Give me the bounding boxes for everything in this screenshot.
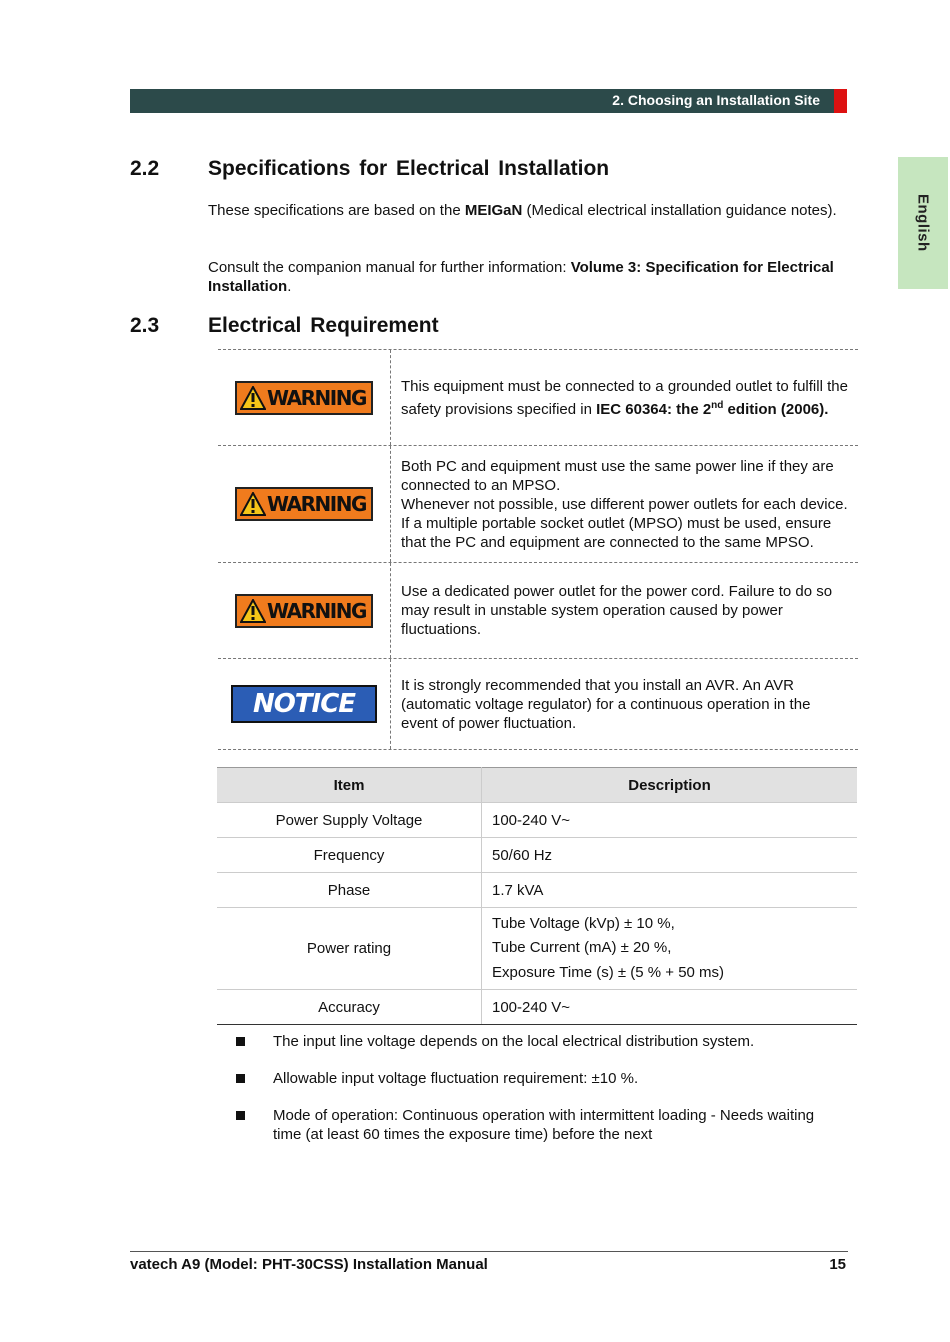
text: It is strongly recommended that you install an AVR. An AVR (automatic voltage regulator) for a continuous operation in the event of power fluctuation. [401,676,811,732]
requirement-text [391,563,858,658]
requirement-row [218,658,858,750]
table-header-row [217,768,857,803]
warning-label: WARNING [267,385,366,410]
icon-cell [218,446,391,562]
text: Whenever not possible, use different power outlets for each device. If a multiple portable socket outlet (MPSO) must be used, ensure that the PC and equipment are connected to the same MPSO. [401,495,848,551]
item-cell: Phase [217,873,482,908]
table-row [217,803,857,838]
text: (Medical electrical installation guidance notes). [522,202,837,219]
notice-sign [231,685,377,723]
table-row [217,908,857,990]
description-cell: 50/60 Hz [482,838,858,873]
standard-ref: IEC 60364: the 2 [596,400,712,418]
warning-triangle-icon [240,599,266,623]
item-cell: Accuracy [217,990,482,1025]
text: Consult the companion manual for further information: [208,259,571,276]
warning-triangle-icon [240,386,266,410]
requirement-text [391,659,858,749]
language-label: English [914,194,932,252]
table-row [217,990,857,1025]
chapter-title: 2. Choosing an Installation Site [612,92,820,108]
table-row [217,873,857,908]
notes-list [236,1032,836,1162]
list-item-text: Allowable input voltage fluctuation requirement: ±10 %. [273,1070,639,1087]
text: edition (2006). [723,400,829,418]
requirement-row [218,445,858,562]
text: These specifications are based on the [208,202,465,219]
section-title: Specifications for Electrical Installation [208,157,610,180]
notice-label: NOTICE [252,689,356,719]
list-item-text: Mode of operation: Continuous operation with intermittent loading - Needs waiting time (at least 60 times the exposure time) before the next [273,1107,815,1143]
warning-triangle-icon [240,492,266,516]
warning-sign [235,487,373,521]
footer-manual-title: vatech A9 (Model: PHT-30CSS) Installation Manual [130,1256,488,1273]
description-cell: 1.7 kVA [482,873,858,908]
square-bullet-icon [236,1074,245,1083]
text: Both PC and equipment must use the same power line if they are connected to an MPSO. [401,457,834,494]
electrical-spec-table [217,767,857,1025]
warning-label: WARNING [267,598,366,623]
footer-divider [130,1251,848,1252]
list-item [236,1106,836,1144]
requirement-text [391,350,858,445]
icon-cell [218,563,391,658]
description-cell [482,908,858,990]
item-cell: Power Supply Voltage [217,803,482,838]
list-item [236,1069,836,1088]
text: . [287,278,292,295]
superscript: nd [711,399,724,411]
section-number: 2.3 [130,314,160,337]
square-bullet-icon [236,1111,245,1120]
header-accent [834,89,847,113]
description-cell: 100-240 V~ [482,990,858,1025]
section-title: Electrical Requirement [208,314,439,337]
companion-paragraph [208,258,848,296]
column-header-item: Item [217,768,482,803]
table-row [217,838,857,873]
page-number: 15 [829,1256,846,1273]
column-header-description: Description [482,768,858,803]
icon-cell [218,659,391,749]
requirement-row [218,562,858,658]
description-cell: 100-240 V~ [482,803,858,838]
meigan-term: MEIGaN [464,202,523,219]
warning-sign [235,381,373,415]
warning-label: WARNING [267,492,366,516]
square-bullet-icon [236,1037,245,1046]
description-line: Tube Voltage (kVp) ± 10 %, [492,914,675,932]
requirements-table [218,349,858,750]
warning-sign [235,594,373,628]
requirement-text [391,446,858,562]
list-item-text: The input line voltage depends on the local electrical distribution system. [273,1033,755,1050]
language-tab [898,157,948,289]
volume-reference: Volume 3: Specification for Electrical Installation [208,259,834,295]
item-cell: Power rating [217,908,482,990]
description-line: Tube Current (mA) ± 20 %, [492,939,672,957]
requirement-row [218,349,858,445]
icon-cell [218,350,391,445]
section-number: 2.2 [130,157,160,180]
list-item [236,1032,836,1051]
text: This equipment must be connected to a grounded outlet to fulfill the safety provisions specified in [401,377,848,418]
spec-paragraph [208,201,848,220]
item-cell: Frequency [217,838,482,873]
text: Use a dedicated power outlet for the power cord. Failure to do so may result in unstable system operation caused by power fluctuations. [401,583,833,638]
description-line: Exposure Time (s) ± (5 % + 50 ms) [492,963,725,981]
